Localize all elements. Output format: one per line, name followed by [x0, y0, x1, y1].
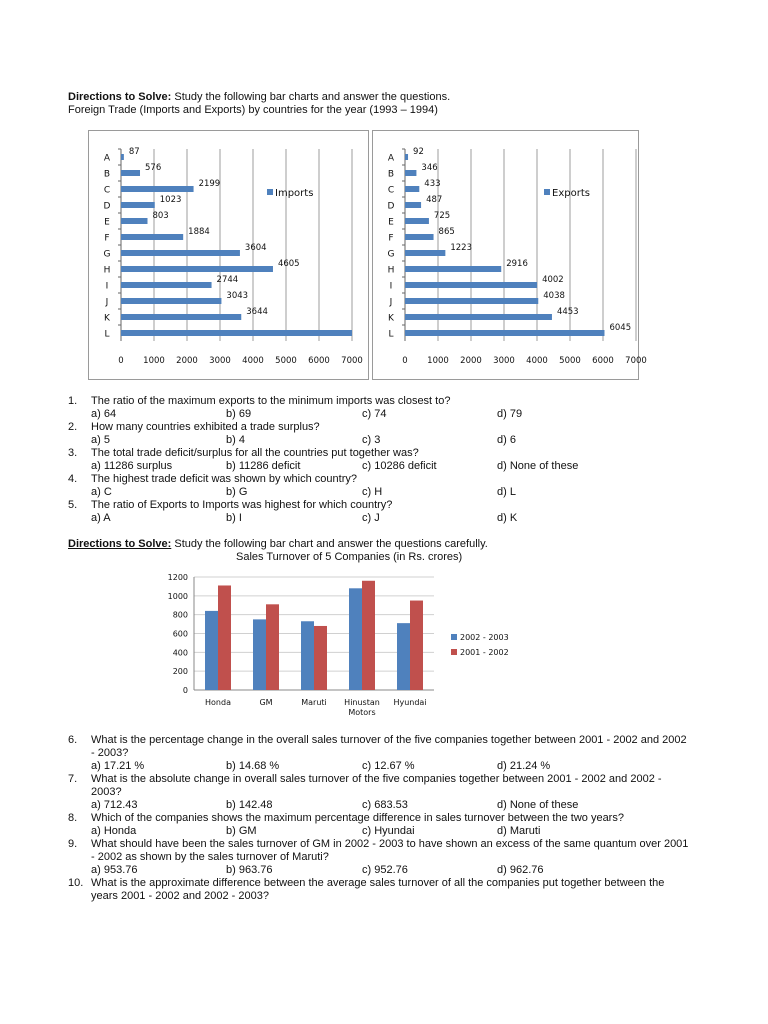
question-number: 1.	[68, 395, 78, 407]
question-number: 4.	[68, 473, 78, 485]
category-label: J	[389, 297, 393, 308]
x-category-label: Honda	[205, 698, 231, 707]
bar-gm-0	[253, 619, 266, 690]
x-tick-label: 5000	[275, 356, 297, 366]
sales-chart-title: Sales Turnover of 5 Companies (in Rs. crores)	[236, 551, 463, 563]
bar-hinustan-motors-1	[362, 581, 375, 690]
data-label: 3644	[246, 307, 268, 317]
data-label: 2199	[198, 179, 221, 189]
answer-option[interactable]: b) G	[226, 486, 248, 498]
x-tick-label: 4000	[526, 356, 548, 366]
exports-chart	[373, 131, 647, 379]
answer-option[interactable]: d) K	[497, 512, 518, 524]
category-label: D	[103, 201, 111, 212]
answer-option[interactable]: b) 11286 deficit	[226, 460, 301, 472]
answer-option[interactable]: b) 69	[226, 408, 252, 420]
directions-text: Study the following bar charts and answer the questions.	[171, 91, 451, 103]
category-label: G	[103, 249, 111, 260]
bar-honda-0	[205, 611, 218, 690]
y-tick-label: 600	[172, 629, 188, 639]
bar-K	[405, 314, 552, 320]
data-label: 2744	[216, 275, 239, 285]
bar-L	[121, 330, 352, 336]
answer-option[interactable]: c) Hyundai	[362, 825, 415, 837]
x-tick-label: 7000	[341, 356, 363, 366]
x-tick-label: 3000	[493, 356, 515, 366]
data-label: 725	[433, 211, 451, 221]
answer-option[interactable]: a) Honda	[91, 825, 137, 837]
answer-option[interactable]: a) 5	[91, 434, 110, 446]
category-label: C	[103, 185, 111, 196]
category-label: F	[104, 233, 110, 244]
data-label: 92	[413, 147, 424, 157]
exports-chart-frame	[372, 130, 647, 380]
directions-text: Study the following bar chart and answer the questions carefully.	[171, 538, 488, 550]
category-label: L	[388, 329, 394, 340]
answer-option[interactable]: d) 6	[497, 434, 516, 446]
y-tick-label: 800	[172, 610, 188, 620]
answer-option[interactable]: b) 963.76	[226, 864, 273, 876]
x-category-label: Hyundai	[393, 698, 427, 707]
answer-option[interactable]: d) None of these	[497, 460, 579, 472]
category-label: B	[387, 169, 395, 180]
data-label: 576	[145, 163, 162, 173]
answer-option[interactable]: c) 10286 deficit	[362, 460, 437, 472]
data-label: 1023	[159, 195, 182, 205]
answer-option[interactable]: a) 17.21 %	[91, 760, 145, 772]
imports-chart-frame	[88, 130, 369, 380]
bar-maruti-1	[314, 626, 327, 690]
legend-label: Exports	[552, 188, 590, 199]
category-label: E	[388, 217, 394, 228]
category-label: C	[387, 185, 395, 196]
data-label: 4002	[542, 275, 564, 285]
bar-K	[121, 314, 241, 320]
legend-label: Imports	[275, 188, 314, 199]
bar-I	[405, 282, 537, 288]
question-number: 5.	[68, 499, 78, 511]
legend-swatch	[267, 189, 273, 195]
x-tick-label: 6000	[592, 356, 614, 366]
bar-H	[121, 266, 273, 272]
data-label: 346	[421, 163, 438, 173]
bar-maruti-0	[301, 621, 314, 690]
y-tick-label: 0	[182, 686, 188, 695]
bar-F	[405, 234, 434, 240]
question-number: 6.	[68, 734, 78, 746]
bar-D	[405, 202, 421, 208]
x-tick-label: 4000	[242, 356, 264, 366]
question-number: 8.	[68, 812, 78, 824]
question-text: The ratio of Exports to Imports was highest for which country?	[91, 499, 393, 511]
x-tick-label: 1000	[143, 356, 165, 366]
answer-option[interactable]: d) L	[497, 486, 516, 498]
question-number: 2.	[68, 421, 78, 433]
question-number: 7.	[68, 773, 78, 785]
answer-option[interactable]: d) 79	[497, 408, 523, 420]
question-text: What should have been the sales turnover of GM in 2002 - 2003 to have shown an excess of the same quantum over 2001 - 2002 as shown by the sales turnover of Maruti?	[91, 838, 689, 863]
answer-option[interactable]: c) 683.53	[362, 799, 408, 811]
answer-option[interactable]: b) 142.48	[226, 799, 273, 811]
answer-option[interactable]: c) H	[362, 486, 383, 498]
bar-H	[405, 266, 501, 272]
bar-A	[405, 154, 408, 160]
x-tick-label: 0	[118, 356, 124, 366]
x-category-label: Maruti	[301, 698, 327, 707]
answer-option[interactable]: b) 4	[226, 434, 245, 446]
x-tick-label: 2000	[176, 356, 198, 366]
question-text: What is the percentage change in the overall sales turnover of the five companies together between 2001 - 2002 and 2002 - 2003?	[91, 734, 687, 759]
directions-2	[68, 538, 488, 551]
x-category-label: Hinustan	[344, 698, 380, 707]
bar-hinustan-motors-0	[349, 588, 362, 690]
answer-option[interactable]: a) 953.76	[91, 864, 138, 876]
bar-G	[121, 250, 240, 256]
data-label: 2916	[506, 259, 528, 269]
answer-option[interactable]: b) GM	[226, 825, 257, 837]
category-label: L	[104, 329, 110, 340]
answer-option[interactable]: c) 12.67 %	[362, 760, 415, 772]
bar-C	[405, 186, 419, 192]
bar-G	[405, 250, 445, 256]
question-text: What is the absolute change in overall sales turnover of the five companies together between 2001 - 2002 and 2002 - 2003?	[91, 773, 662, 798]
answer-option[interactable]: a) A	[91, 512, 111, 524]
data-label: 3043	[226, 291, 249, 301]
bar-D	[121, 202, 155, 208]
question-text: How many countries exhibited a trade surplus?	[91, 421, 320, 433]
data-label: 87	[128, 147, 140, 157]
question-number: 9.	[68, 838, 78, 850]
answer-option[interactable]: b) I	[226, 512, 242, 524]
y-tick-label: 1000	[167, 591, 188, 601]
answer-option[interactable]: b) 14.68 %	[226, 760, 280, 772]
legend-label: 2002 - 2003	[460, 633, 509, 642]
bar-C	[121, 186, 194, 192]
data-label: 865	[438, 227, 455, 237]
question-number: 10.	[68, 877, 84, 889]
y-tick-label: 400	[172, 648, 188, 658]
data-label: 4038	[543, 291, 565, 301]
category-label: G	[387, 249, 395, 260]
category-label: J	[105, 297, 109, 308]
y-tick-label: 200	[172, 667, 188, 677]
data-label: 433	[424, 179, 441, 189]
answer-option[interactable]: a) 11286 surplus	[91, 460, 173, 472]
bar-hyundai-0	[397, 623, 410, 690]
bar-B	[405, 170, 416, 176]
y-tick-label: 1200	[167, 573, 188, 582]
x-category-label: Motors	[348, 708, 376, 717]
legend-swatch	[544, 189, 550, 195]
bar-honda-1	[218, 585, 231, 690]
directions-label: Directions to Solve:	[68, 538, 172, 550]
legend-label: 2001 - 2002	[460, 648, 509, 657]
category-label: K	[104, 313, 110, 324]
category-label: B	[103, 169, 111, 180]
category-label: A	[387, 153, 395, 164]
answer-option[interactable]: d) 962.76	[497, 864, 544, 876]
data-label: 4605	[277, 259, 300, 269]
x-tick-label: 2000	[460, 356, 482, 366]
question-text: What is the approximate difference between the average sales turnover of all the companies put together between the years 2001 - 2002 and 2002 - 2003?	[91, 877, 665, 902]
answer-option[interactable]: a) 64	[91, 408, 117, 420]
bar-B	[121, 170, 140, 176]
category-label: H	[387, 265, 395, 276]
answer-option[interactable]: c) 952.76	[362, 864, 408, 876]
data-label: 6045	[609, 323, 632, 333]
x-tick-label: 3000	[209, 356, 231, 366]
directions-1	[68, 91, 450, 104]
category-label: K	[388, 313, 394, 324]
data-label: 1884	[188, 227, 210, 237]
answer-option[interactable]: a) 712.43	[91, 799, 138, 811]
answer-option[interactable]: c) 74	[362, 408, 387, 420]
legend-swatch	[451, 634, 457, 640]
bar-E	[121, 218, 147, 224]
answer-option[interactable]: a) C	[91, 486, 112, 498]
bar-hyundai-1	[410, 601, 423, 690]
answer-option[interactable]: d) Maruti	[497, 825, 541, 837]
bar-I	[121, 282, 212, 288]
category-label: A	[103, 153, 111, 164]
category-label: F	[388, 233, 394, 244]
data-label: 4453	[556, 307, 579, 317]
question-number: 3.	[68, 447, 78, 459]
question-text: The ratio of the maximum exports to the minimum imports was closest to?	[91, 395, 451, 407]
category-label: D	[387, 201, 395, 212]
category-label: E	[104, 217, 110, 228]
bar-J	[121, 298, 221, 304]
bar-J	[405, 298, 538, 304]
question-text: The highest trade deficit was shown by which country?	[91, 473, 357, 485]
chart-subtitle: Foreign Trade (Imports and Exports) by countries for the year (1993 – 1994)	[68, 104, 438, 116]
directions-label: Directions to Solve:	[68, 91, 172, 103]
answer-option[interactable]: c) 3	[362, 434, 381, 446]
data-label: 3604	[244, 243, 267, 253]
bar-L	[405, 330, 604, 336]
x-tick-label: 6000	[308, 356, 330, 366]
x-tick-label: 1000	[427, 356, 449, 366]
data-label: 487	[426, 195, 443, 205]
data-label: 803	[152, 211, 169, 221]
answer-option[interactable]: d) None of these	[497, 799, 579, 811]
x-tick-label: 0	[402, 356, 408, 366]
bar-E	[405, 218, 429, 224]
bar-F	[121, 234, 183, 240]
bar-A	[121, 154, 124, 160]
category-label: I	[389, 281, 393, 292]
legend-swatch	[451, 649, 457, 655]
imports-chart	[89, 131, 368, 379]
x-category-label: GM	[259, 698, 273, 707]
category-label: H	[103, 265, 111, 276]
category-label: I	[105, 281, 109, 292]
question-text: Which of the companies shows the maximum percentage difference in sales turnover between the two years?	[91, 812, 624, 824]
data-label: 1223	[450, 243, 472, 253]
answer-option[interactable]: c) J	[362, 512, 380, 524]
bar-gm-1	[266, 604, 279, 690]
x-tick-label: 7000	[625, 356, 647, 366]
answer-option[interactable]: d) 21.24 %	[497, 760, 551, 772]
x-tick-label: 5000	[559, 356, 581, 366]
sales-chart	[150, 566, 530, 722]
question-text: The total trade deficit/surplus for all the countries put together was?	[91, 447, 419, 459]
